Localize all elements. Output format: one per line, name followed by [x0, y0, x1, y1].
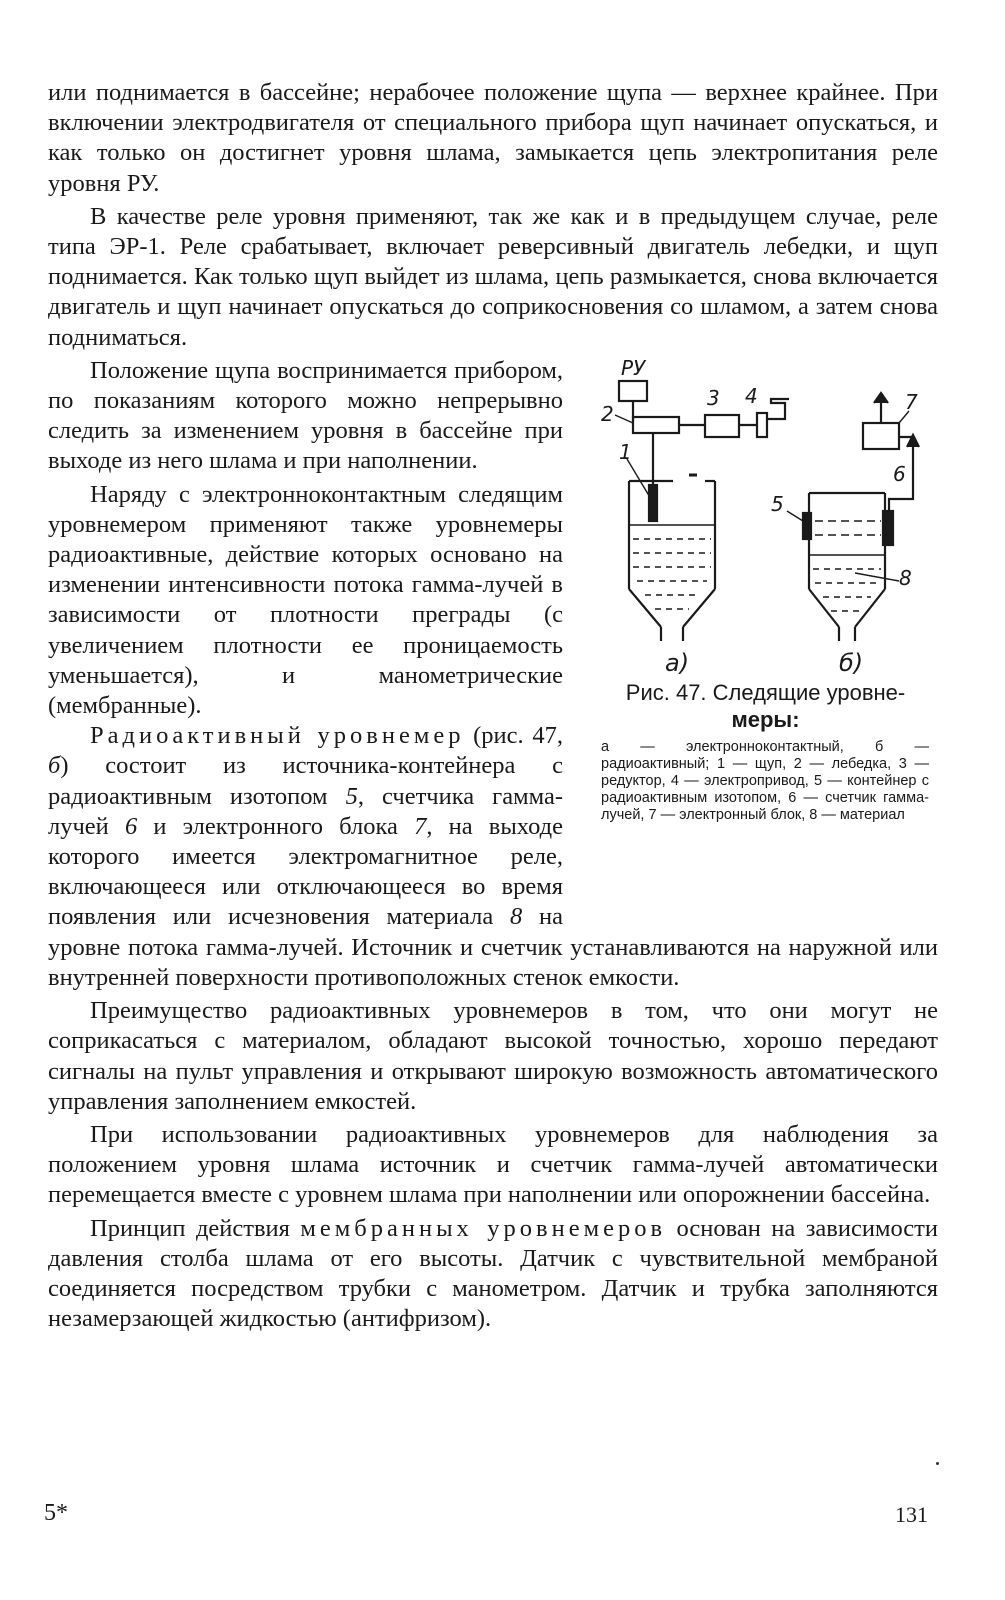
- paragraph-6: Преимущество радиоактивных уровнемеров в том, что они могут не соприкасаться с материалом, обладают высокой точностью, хорошо передают сигналы на пульт управления и открывают широкую возможность автоматического управления заполнением емкостей.: [48, 997, 938, 1115]
- signature-mark: 5*: [44, 1500, 68, 1526]
- label-1: 1: [619, 439, 632, 464]
- label-6: 6: [893, 461, 906, 486]
- label-ru: РУ: [621, 358, 646, 380]
- term-radioactive-gauge: Радиоактивный уровнемер: [90, 722, 465, 750]
- p8-text-b: основан на зависимости давления столба шлама от его высоты. Датчик с чувствительной мембраной соединяется посредством трубки с манометром. Датчик и трубка заполняются незамерзающей жидкостью (антифризом).: [48, 1214, 938, 1333]
- reducer-box: [705, 415, 739, 437]
- p5-text-a: (рис. 47,: [464, 722, 563, 750]
- p5-ref-5: 5: [345, 782, 358, 810]
- electronic-block: [863, 423, 899, 449]
- p5-text-k: на уровне потока гамма-лучей. Источник и счетчик устанавливаются на наружной или внутренней поверхности противоположных стенок емкости.: [48, 903, 938, 991]
- paragraph-2: В качестве реле уровня применяют, так же как и в предыдущем случае, реле типа ЭР-1. Реле срабатывает, включает реверсивный двигатель лебедки, и щуп поднимается. Как только щуп выйдет из шлама, цепь размыкается, снова включается двигатель и щуп начинает опускаться до соприкосновения со шламом, а затем снова подниматься.: [48, 202, 938, 351]
- label-5: 5: [771, 491, 784, 516]
- p5-ref-b: б: [48, 752, 61, 780]
- relay-box: [619, 381, 647, 401]
- paragraph-7: При использовании радиоактивных уровнемеров для наблюдения за положением уровня шлама источник и счетчик гамма-лучей автоматически перемещается вместе с уровнем шлама при наполнении или опорожнении бассейна.: [48, 1120, 938, 1209]
- paragraph-8: [48, 1214, 938, 1335]
- winch-box: [633, 417, 679, 433]
- label-8: 8: [899, 565, 912, 590]
- level-gauge-diagram: [593, 359, 938, 679]
- paragraph-4: Наряду с электронноконтактным следящим уровнемером применяют также уровнемеры радиоактивные, действие которых основано на изменении интенсивности потока гамма-лучей в зависимости от плотности преграды (с увеличением плотности ее проницаемость уменьшается), и манометрические (мембранные).: [48, 480, 563, 720]
- page-number: 131: [895, 1502, 928, 1527]
- speck: [936, 1462, 939, 1465]
- p5-text-i: , на выходе которого имеется электромагнитное реле, включающееся или отключающееся во время появления или исчезновения материала: [48, 812, 563, 931]
- p5-ref-7: 7: [414, 812, 427, 840]
- label-7: 7: [905, 389, 918, 414]
- p5-ref-6: 6: [124, 812, 138, 840]
- label-2: 2: [601, 401, 614, 426]
- p8-text-a: Принцип действия: [90, 1214, 301, 1242]
- paragraph-3: Положение щупа воспринимается прибором, по показаниям которого можно непрерывно следить за изменением уровня в бассейне при выходе из него шлама и при наполнении.: [48, 356, 563, 475]
- probe: [649, 485, 657, 521]
- sublabel-b: б): [839, 648, 864, 677]
- figure-legend: а — электронноконтактный, б — радиоактивный; 1 — щуп, 2 — лебедка, 3 — редуктор, 4 — электропривод, 5 — контейнер с радиоактивным изотопом, 6 — счетчик гамма-лучей, 7 — электронный блок, 8 — материал: [601, 738, 929, 823]
- figure-caption: [593, 679, 938, 733]
- sublabel-a: а): [665, 648, 690, 677]
- page-body: [48, 78, 938, 1334]
- caption-line-1: Рис. 47. Следящие уровне-: [625, 679, 906, 705]
- figure-47: [593, 359, 938, 907]
- term-membrane-gauges: мембранных уровнемеров: [300, 1214, 667, 1242]
- caption-line-2: меры:: [731, 706, 800, 732]
- label-3: 3: [707, 385, 720, 410]
- p5-text-c: ) состоит из источника-контейнера с радиоактивным изотопом: [48, 752, 563, 810]
- label-4: 4: [745, 383, 758, 408]
- p5-text-g: и электронного блока: [137, 812, 415, 840]
- p5-ref-8: 8: [510, 903, 523, 931]
- p5-text-e: , счетчика гамма-лучей: [48, 782, 563, 840]
- paragraph-1: или поднимается в бассейне; нерабочее положение щупа — верхнее крайнее. При включении электродвигателя от специального прибора щуп начинает опускаться, и как только он достигнет уровня шлама, замыкается цепь электропитания реле уровня РУ.: [48, 79, 938, 197]
- drive-box: [757, 413, 767, 437]
- isotope-container: [803, 513, 811, 539]
- gamma-counter: [883, 511, 893, 545]
